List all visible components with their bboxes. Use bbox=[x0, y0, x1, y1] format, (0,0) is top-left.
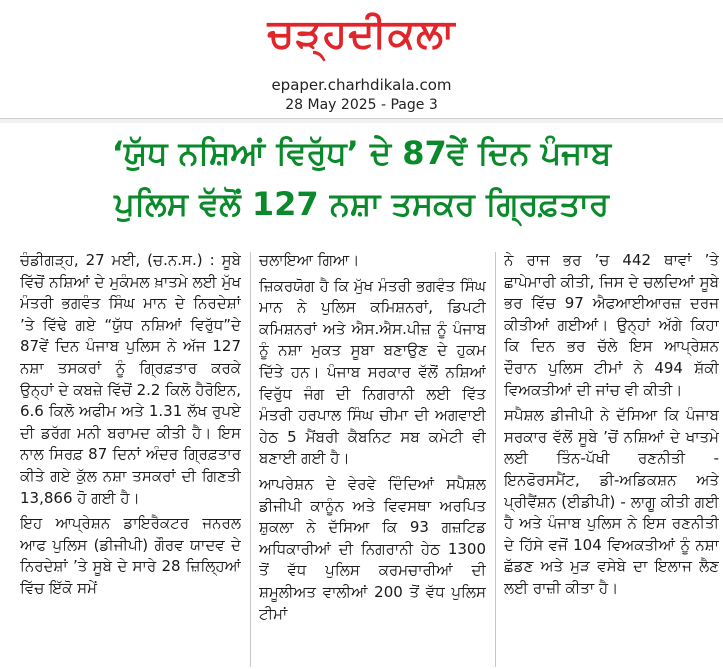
paragraph: ਸਪੈਸ਼ਲ ਡੀਜੀਪੀ ਨੇ ਦੱਸਿਆ ਕਿ ਪੰਜਾਬ ਸਰਕਾਰ ਵੱਲੋਂ ਸੂਬੇ ’ਚੋਂ ਨਸ਼ਿਆਂ ਦੇ ਖਾਤਮੇ ਲਈ ਤਿੰਨ-ਪੱਖੀ ਰਣਨੀਤੀ - ਇਨਫੋਰਸਮੈਂਟ, ਡੀ-ਅਡਿਕਸ਼ਨ ਅਤੇ ਪ੍ਰੀਵੈਂਸ਼ਨ (ਈਡੀਪੀ) - ਲਾਗੂ ਕੀਤੀ ਗਈ ਹੈ ਅਤੇ ਪੰਜਾਬ ਪੁਲਿਸ ਨੇ ਇਸ ਰਣਨੀਤੀ ਦੇ ਹਿੱਸੇ ਵਜੋਂ 104 ਵਿਅਕਤੀਆਂ ਨੂੰ ਨਸ਼ਾ ਛੱਡਣ ਅਤੇ ਮੁੜ ਵਸੇਬੇ ਦਾ ਇਲਾਜ ਲੈਣ ਲਈ ਰਾਜ਼ੀ ਕੀਤਾ ਹੈ। bbox=[504, 406, 719, 597]
headline-line-2: ਪੁਲਿਸ ਵੱਲੋਂ 127 ਨਸ਼ਾ ਤਸਕਰ ਗ੍ਰਿਫ਼ਤਾਰ bbox=[114, 185, 609, 223]
paragraph: ਚਲਾਇਆ ਗਿਆ। bbox=[259, 251, 360, 269]
headline-line-1: ‘ਯੁੱਧ ਨਸ਼ਿਆਂ ਵਿਰੁੱਧ’ ਦੇ 87ਵੇਂ ਦਿਨ ਪੰਜਾਬ bbox=[111, 134, 612, 172]
masthead bbox=[0, 0, 723, 118]
article-column-2 bbox=[259, 250, 486, 669]
article-column-3 bbox=[504, 250, 719, 669]
paragraph: ਨੇ ਰਾਜ ਭਰ ’ਚ 442 ਥਾਵਾਂ ’ਤੇ ਛਾਪੇਮਾਰੀ ਕੀਤੀ, ਜਿਸ ਦੇ ਚਲਦਿਆਂ ਸੂਬੇ ਭਰ ਵਿੱਚ 97 ਐਫਆਈਆਰਜ਼ ਦਰਜ ਕੀਤੀਆਂ ਗਈਆਂ। ਉਨ੍ਹਾਂ ਅੱਗੇ ਕਿਹਾ ਕਿ ਦਿਨ ਭਰ ਚੱਲੇ ਇਸ ਆਪ੍ਰੇਸ਼ਨ ਦੌਰਾਨ ਪੁਲਿਸ ਟੀਮਾਂ ਨੇ 494 ਸ਼ੱਕੀ ਵਿਅਕਤੀਆਂ ਦੀ ਜਾਂਚ ਵੀ ਕੀਤੀ। bbox=[504, 251, 719, 399]
article-body bbox=[20, 250, 720, 669]
site-url[interactable]: epaper.charhdikala.com bbox=[271, 76, 452, 94]
header-divider bbox=[0, 118, 723, 123]
column-divider bbox=[495, 252, 496, 667]
newspaper-logo: ਚੜ੍ਹਦੀਕਲਾ bbox=[267, 11, 456, 57]
paragraph: ਆਪਰੇਸ਼ਨ ਦੇ ਵੇਰਵੇ ਦਿੰਦਿਆਂ ਸਪੈਸ਼ਲ ਡੀਜੀਪੀ ਕਾਨੂੰਨ ਅਤੇ ਵਿਵਸਥਾ ਅਰਪਿਤ ਸ਼ੁਕਲਾ ਨੇ ਦੱਸਿਆ ਕਿ 93 ਗਜ਼ਟਿਡ ਅਧਿਕਾਰੀਆਂ ਦੀ ਨਿਗਰਾਨੀ ਹੇਠ 1300 ਤੋਂ ਵੱਧ ਪੁਲਿਸ ਕਰਮਚਾਰੀਆਂ ਦੀ ਸ਼ਮੂਲੀਅਤ ਵਾਲੀਆਂ 200 ਤੋਂ ਵੱਧ ਪੁਲਿਸ ਟੀਮਾਂ bbox=[259, 474, 486, 623]
column-divider bbox=[250, 252, 251, 667]
article-headline bbox=[14, 128, 709, 230]
article-column-1 bbox=[20, 250, 241, 669]
paragraph: ਇਹ ਆਪ੍ਰੇਸ਼ਨ ਡਾਇਰੈਕਟਰ ਜਨਰਲ ਆਫ ਪੁਲਿਸ (ਡੀਜੀਪੀ) ਗੌਰਵ ਯਾਦਵ ਦੇ ਨਿਰਦੇਸ਼ਾਂ ’ਤੇ ਸੂਬੇ ਦੇ ਸਾਰੇ 28 ਜ਼ਿਲ੍ਹਿਆਂ ਵਿੱਚ ਇੱਕੋ ਸਮੇਂ bbox=[20, 514, 241, 597]
edition-date-page: 28 May 2025 - Page 3 bbox=[285, 97, 438, 113]
paragraph: ਜ਼ਿਕਰਯੋਗ ਹੈ ਕਿ ਮੁੱਖ ਮੰਤਰੀ ਭਗਵੰਤ ਸਿੰਘ ਮਾਨ ਨੇ ਪੁਲਿਸ ਕਮਿਸ਼ਨਰਾਂ, ਡਿਪਟੀ ਕਮਿਸ਼ਨਰਾਂ ਅਤੇ ਐਸ.ਐਸ.ਪੀਜ਼ ਨੂੰ ਪੰਜਾਬ ਨੂੰ ਨਸ਼ਾ ਮੁਕਤ ਸੂਬਾ ਬਣਾਉਣ ਦੇ ਹੁਕਮ ਦਿੱਤੇ ਹਨ। ਪੰਜਾਬ ਸਰਕਾਰ ਵੱਲੋਂ ਨਸ਼ਿਆਂ ਵਿਰੁੱਧ ਜੰਗ ਦੀ ਨਿਗਰਾਨੀ ਲਈ ਵਿੱਤ ਮੰਤਰੀ ਹਰਪਾਲ ਸਿੰਘ ਚੀਮਾ ਦੀ ਅਗਵਾਈ ਹੇਠ 5 ਮੈਂਬਰੀ ਕੈਬਨਿਟ ਸਬ ਕਮੇਟੀ ਵੀ ਬਣਾਈ ਗਈ ਹੈ। bbox=[259, 276, 486, 468]
paragraph: ਚੰਡੀਗੜ੍ਹ, 27 ਮਈ, (ਚ.ਨ.ਸ.) : ਸੂਬੇ ਵਿੱਚੋਂ ਨਸ਼ਿਆਂ ਦੇ ਮੁਕੰਮਲ ਖ਼ਾਤਮੇ ਲਈ ਮੁੱਖ ਮੰਤਰੀ ਭਗਵੰਤ ਸਿੰਘ ਮਾਨ ਦੇ ਨਿਰਦੇਸ਼ਾਂ ’ਤੇ ਵਿੱਢੇ ਗਏ “ਯੁੱਧ ਨਸ਼ਿਆਂ ਵਿਰੁੱਧ”ਦੇ 87ਵੇਂ ਦਿਨ ਪੰਜਾਬ ਪੁਲਿਸ ਨੇ ਅੱਜ 127 ਨਸ਼ਾ ਤਸਕਰਾਂ ਨੂੰ ਗ੍ਰਿਫ਼ਤਾਰ ਕਰਕੇ ਉਨ੍ਹਾਂ ਦੇ ਕਬਜ਼ੇ ਵਿੱਚੋਂ 2.2 ਕਿਲੋ ਹੈਰੋਇਨ, 6.6 ਕਿਲੋ ਅਫੀਮ ਅਤੇ 1.31 ਲੱਖ ਰੁਪਏ ਦੀ ਡਰੱਗ ਮਨੀ ਬਰਾਮਦ ਕੀਤੀ ਹੈ। ਇਸ ਨਾਲ ਸਿਰਫ਼ 87 ਦਿਨਾਂ ਅੰਦਰ ਗ੍ਰਿਫ਼ਤਾਰ ਕੀਤੇ ਗਏ ਕੁੱਲ ਨਸ਼ਾ ਤਸਕਰਾਂ ਦੀ ਗਿਣਤੀ 13,866 ਹੋ ਗਈ ਹੈ। bbox=[20, 251, 241, 507]
